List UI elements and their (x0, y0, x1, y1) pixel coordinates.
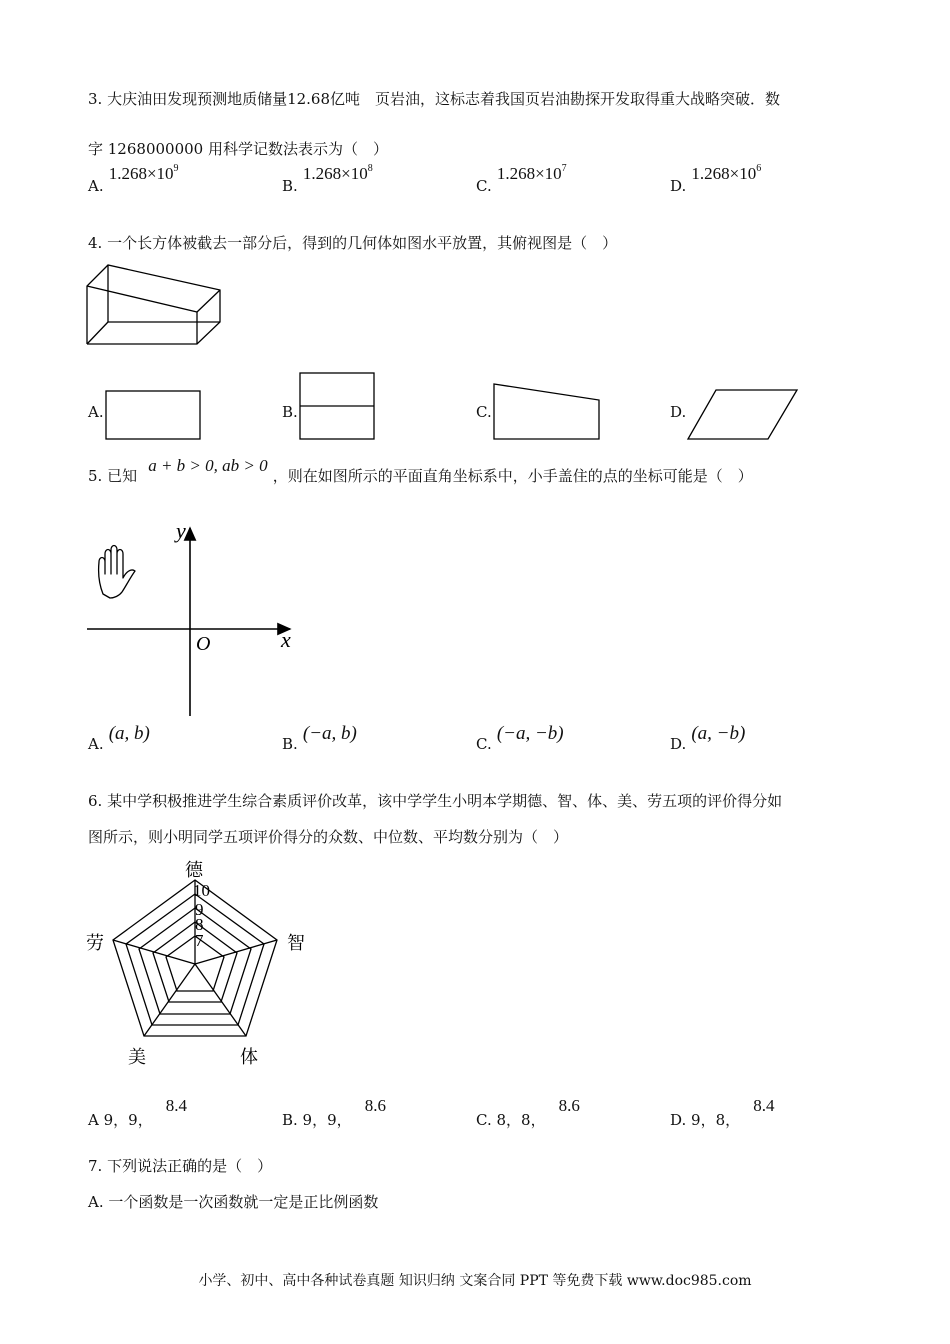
q3-option-a (88, 163, 179, 196)
option-label: D. 9，8， (670, 1111, 741, 1129)
radar-axis-ti: 体 (240, 1047, 258, 1068)
q6-option-d (670, 1096, 775, 1130)
q6-option-a (88, 1096, 188, 1130)
option-label: C. (476, 177, 492, 195)
radar-tick-10: 10 (193, 881, 210, 900)
option-label: A 9，9， (88, 1111, 153, 1129)
q7-text: 7. 下列说法正确的是（ ） (88, 1157, 273, 1175)
option-value: 8.6 (364, 1096, 386, 1115)
option-math: $1.268\times 10^9$ (108, 163, 179, 183)
option-math: $1.268\times 10^8$ (302, 163, 373, 183)
q3-text-line1: 3. 大庆油田发现预测地质储量12.68亿吨 页岩油，这标志着我国页岩油勘探开发取得重大战略突破．数 (88, 90, 781, 108)
x-axis-label: x (281, 627, 291, 652)
q7-option-a: A. 一个函数是一次函数就一定是正比例函数 (88, 1193, 379, 1211)
q5-suffix: ，则在如图所示的平面直角坐标系中，小手盖住的点的坐标可能是（ ） (272, 467, 753, 485)
radar-spoke (195, 940, 277, 964)
option-math: (a, b) (108, 723, 150, 744)
option-value: 8.4 (753, 1096, 775, 1115)
q6-text-line1: 6. 某中学积极推进学生综合素质评价改革，该中学学生小明本学期德、智、体、美、劳五项的评价得分如 (88, 792, 783, 810)
radar-tick-9: 9 (195, 900, 204, 919)
q6-text-line2: 图所示，则小明同学五项评价得分的众数、中位数、平均数分别为（ ） (88, 828, 569, 846)
option-label: C. 8，8， (476, 1111, 546, 1129)
q4-option-c-label: C. (476, 403, 492, 421)
q5-text (88, 456, 753, 486)
y-axis-label: y (176, 520, 186, 543)
option-math: $1.268\times 10^7$ (496, 163, 567, 183)
q4-option-a-rectangle (104, 389, 204, 443)
q3-option-d (670, 163, 762, 196)
radar-tick-8: 8 (195, 915, 204, 934)
radar-axis-zhi: 智 (287, 933, 305, 954)
hand-icon (99, 546, 135, 599)
radar-axis-lao: 劳 (86, 933, 104, 954)
option-math: (−a, b) (302, 723, 357, 744)
option-value: 8.6 (558, 1096, 580, 1115)
option-label: A. (88, 735, 104, 753)
q5-option-c (476, 723, 564, 755)
q4-option-d-parallelogram (686, 388, 800, 442)
q4-option-a-label: A. (88, 403, 104, 421)
origin-label: O (196, 633, 211, 655)
q3-text-line2: 字 1268000000 用科学记数法表示为（ ） (88, 140, 388, 158)
q4-text: 4. 一个长方体被截去一部分后，得到的几何体如图水平放置，其俯视图是（ ） (88, 234, 618, 252)
q5-option-b (282, 723, 357, 755)
option-label: C. (476, 735, 492, 753)
q4-option-d-label: D. (670, 403, 687, 421)
q6-option-b (282, 1096, 386, 1130)
option-label: D. (670, 735, 687, 753)
q5-condition: a + b > 0, ab > 0 (148, 456, 268, 475)
option-math: (a, −b) (691, 723, 746, 744)
radar-tick-7: 7 (195, 931, 204, 950)
q5-option-a (88, 723, 150, 755)
q5-prefix: 5. 已知 (88, 467, 138, 485)
radar-axis-de: 德 (185, 860, 203, 881)
option-label: A. (88, 177, 104, 195)
q3-option-b (282, 163, 373, 196)
q4-solid-figure (84, 262, 224, 348)
q4-option-b-label: B. (282, 403, 298, 421)
option-math: $1.268\times 10^6$ (691, 163, 762, 183)
option-label: B. (282, 735, 298, 753)
q5-option-d (670, 723, 746, 755)
q6-radar-chart (84, 854, 314, 1076)
option-label: B. 9，9， (282, 1111, 352, 1129)
page-footer: 小学、初中、高中各种试卷真题 知识归纳 文案合同 PPT 等免费下载 www.doc985.com (198, 1273, 752, 1289)
radar-spoke (113, 940, 195, 964)
option-math: (−a, −b) (496, 723, 564, 744)
q4-option-c-trapezoid (492, 382, 604, 442)
option-label: B. (282, 177, 298, 195)
q5-coordinate-plane (84, 520, 314, 720)
q3-option-c (476, 163, 567, 196)
q4-option-b-split-rectangle (298, 371, 378, 441)
option-value: 8.4 (165, 1096, 188, 1115)
q6-option-c (476, 1096, 580, 1130)
option-label: D. (670, 177, 687, 195)
radar-axis-mei: 美 (128, 1047, 146, 1068)
